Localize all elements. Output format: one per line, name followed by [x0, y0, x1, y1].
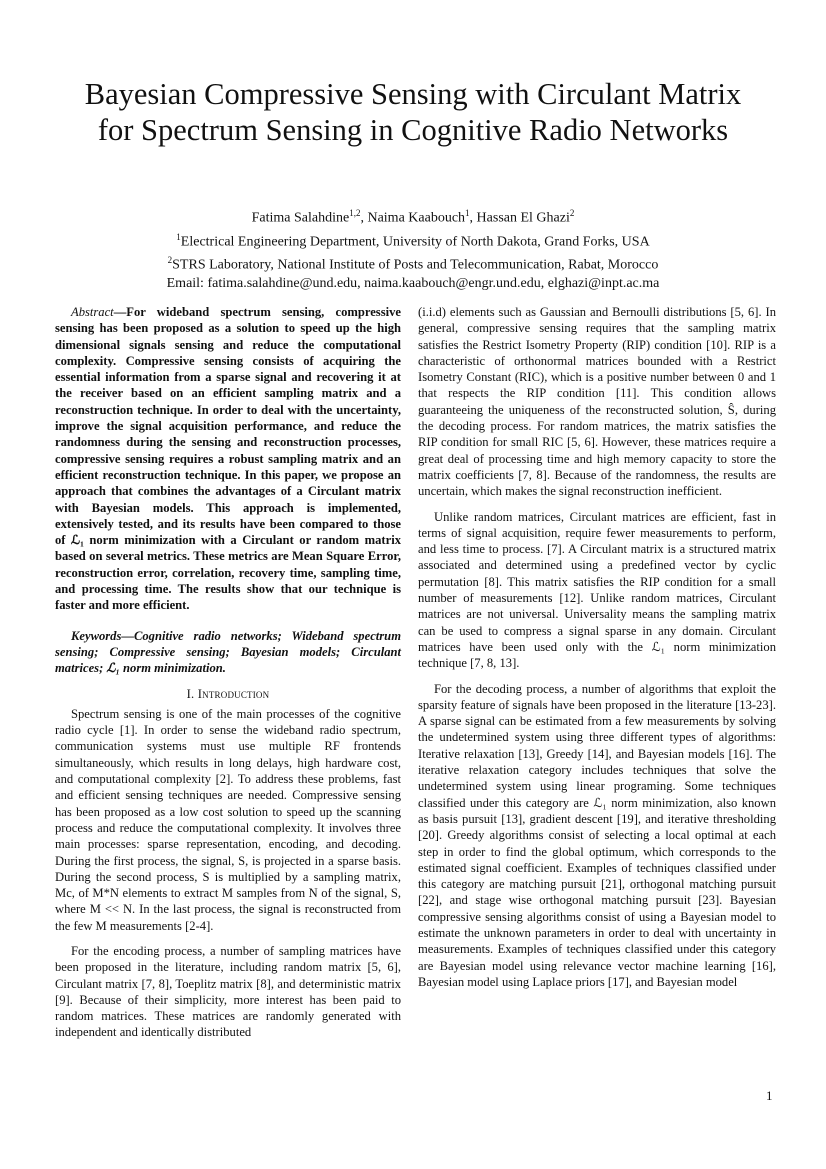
author-1-sup: 1,2 — [349, 208, 361, 218]
affiliation-1 — [30, 228, 796, 252]
author-block — [30, 204, 796, 293]
title-line-1: Bayesian Compressive Sensing with Circulant Matrix — [84, 77, 742, 111]
aff2-sup: 2 — [167, 255, 173, 266]
author-3: , Hassan El Ghazi — [469, 210, 570, 226]
affiliation-2 — [30, 251, 796, 275]
author-2: , Naima Kaabouch — [360, 210, 466, 226]
author-emails: Email: fatima.salahdine@und.edu, naima.kaabouch@engr.und.edu, elghazi@inpt.ac.ma — [166, 275, 660, 291]
paper-title — [30, 76, 796, 148]
paragraph: Unlike random matrices, Circulant matrices are efficient, fast in terms of signal acquisition, require fewer measurements to perform, and less time to process. [7]. A Circulant matrix is a structured matrix associated and determined using a predefined vector by cyclic permutation [8]. This matrix satisfies the RIP condition for a small number of measurements [12]. Unlike random matrices, Circulant matrices are not universal. Universality means the sampling matrix can be used to compress a signal sparse in any domain. Circulant matrices have been used only with the ℒ₁ norm minimization technique [7, 8, 13]. — [418, 509, 776, 671]
aff1-text: Electrical Engineering Department, University of North Dakota, Grand Forks, USA — [180, 234, 650, 250]
abstract — [55, 304, 401, 614]
author-1: Fatima Salahdine — [251, 210, 350, 226]
abstract-text: —For wideband spectrum sensing, compressive sensing has been proposed as a solution to speed up the high dimensional signals sensing and reduce the computational complexity. Compressive sensing consists of acquiring the essential information from a sparse signal and recovering it at the receiver based on an efficient sampling matrix and a reconstruction technique. In order to deal with the uncertainty, improve the signal acquisition performance, and reduce the randomness during the sensing and reconstruction processes, compressive sensing requires a robust sampling matrix and an efficient reconstruction technique. In this paper, we propose an approach that combines the advantages of a Circulant matrix with Bayesian models. This approach is implemented, extensively tested, and its results have been compared to those of ℒ₁ norm minimization with a Circulant or random matrix based on several metrics. These metrics are Mean Square Error, reconstruction error, correlation, recovery time, sampling time, and processing time. The results show that our technique is faster and more efficient. — [55, 305, 401, 613]
keywords-label: Keywords — [71, 628, 122, 643]
paragraph: Spectrum sensing is one of the main processes of the cognitive radio cycle [1]. In order to sense the wideband radio spectrum, communication systems must use multiple RF frontends simultaneously, which results in long delays, high hardware cost, and computational complexity [2]. To address these problems, fast and efficient sensing techniques are needed. Compressive sensing has been proposed as a low cost solution to speed up the scanning process and reduce the computational complexity. It involves three main processes: sparse representation, encoding, and decoding. During the first process, the signal, S, is projected in a sparse basis. During the second process, S is multiplied by a sampling matrix, Mc, of M*N elements to extract M samples from N of the signal, S, where M << N. In the last process, the signal is reconstructed from the few M measurements [2-4]. — [55, 706, 401, 933]
author-2-sup: 1 — [465, 208, 470, 218]
author-3-sup: 2 — [569, 208, 575, 218]
page-number: 1 — [766, 1088, 773, 1103]
right-column — [418, 304, 776, 999]
section-heading-introduction: I. Introduction — [186, 686, 270, 701]
aff2-text: STRS Laboratory, National Institute of Posts and Telecommunication, Rabat, Morocco — [172, 257, 659, 273]
keywords-text: —Cognitive radio networks; Wideband spectrum sensing; Compressive sensing; Bayesian models; Circulant matrices; ℒ₁ norm minimization. — [55, 628, 401, 676]
left-column — [55, 304, 401, 1050]
keywords — [55, 628, 401, 677]
paragraph: For the encoding process, a number of sampling matrices have been proposed in the literature, including random matrix [5, 6], Circulant matrix [7, 8], Toeplitz matrix [8], and deterministic matrix [9]. Because of their simplicity, more interest has been paid to random matrices. These matrices are randomly generated with independent and identically distributed — [55, 943, 401, 1040]
aff1-sup: 1 — [176, 231, 181, 242]
paragraph: For the decoding process, a number of algorithms that exploit the sparsity feature of signals have been proposed in the literature [13-23]. A sparse signal can be estimated from a few measurements by solving the undetermined system using three different types of algorithms: Iterative relaxation [13], Greedy [14], and Bayesian models [16]. The iterative relaxation category includes techniques that solve the undetermined system using linear programing. Some techniques classified under this category are ℒ₁ norm minimization, also known as basis pursuit [13], gradient descent [19], and iterative thresholding [20]. Greedy algorithms consist of selecting a local optimal at each step in order to find the global optimum, which corresponds to the estimated signal coefficient. Examples of techniques classified under this category are matching pursuit [21], orthogonal matching pursuit [22], and stage wise orthogonal matching pursuit [23]. Bayesian compressive sensing algorithms consist of using a Bayesian model to estimate the unknown parameters in order to deal with uncertainty in measurements. Examples of techniques classified under this category are Bayesian model using relevance vector machine learning [16], Bayesian model using Laplace priors [17], and Bayesian model — [418, 681, 776, 989]
abstract-label: Abstract — [71, 305, 114, 319]
paragraph: (i.i.d) elements such as Gaussian and Bernoulli distributions [5, 6]. In general, compressive sensing requires that the sampling matrix satisfies the Restrict Isometry Property (RIP) condition [10]. RIP is a characteristic of orthonormal matrices bounded with a Restrict Isometry Constant (RIC), which is a positive number between 0 and 1 that respects the RIP condition [11]. This condition allows guaranteeing the uniqueness of the reconstructed solution, Ŝ, during the decoding process. For random matrices, the matrix satisfies the RIP condition for small RIC [5, 6]. However, these matrices require a great deal of processing time and high memory capacity to store the matrix coefficients [7, 8]. Because of the randomness, the results are uncertain, which makes the signal reconstruction inefficient. — [418, 305, 776, 499]
author-names — [30, 204, 796, 228]
title-line-2: for Spectrum Sensing in Cognitive Radio Networks — [97, 113, 729, 147]
